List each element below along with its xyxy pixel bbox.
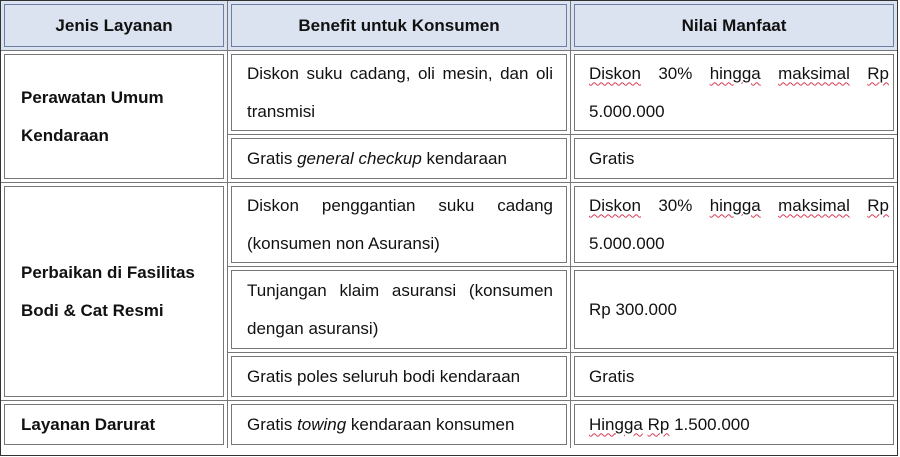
- value-text: [589, 187, 889, 263]
- header-benefit: [228, 1, 571, 51]
- value-word: 30%: [658, 63, 693, 83]
- benefit-text-part: Gratis: [247, 148, 298, 168]
- value-word: 5.000.000: [589, 101, 665, 121]
- value-text: [589, 406, 750, 444]
- benefit-text-part: kendaraan konsumen: [346, 414, 515, 434]
- value-cell: [571, 183, 897, 267]
- value-word: maksimal: [778, 195, 850, 215]
- value-cell: [571, 353, 897, 401]
- value-text: [589, 55, 889, 131]
- header-service-label: Jenis Layanan: [55, 15, 173, 35]
- header-value: [571, 1, 897, 51]
- benefit-text-part: Gratis: [247, 414, 298, 434]
- benefit-cell: [228, 135, 571, 183]
- value-word: Rp: [867, 63, 889, 83]
- header-value-label: Nilai Manfaat: [681, 15, 787, 35]
- benefit-text: Tunjangan klaim asuransi (konsumen dengan asuransi): [247, 280, 553, 338]
- value-text: Gratis: [589, 148, 635, 168]
- value-word: Diskon: [589, 195, 641, 215]
- value-cell: [571, 401, 897, 448]
- benefit-text: Gratis poles seluruh bodi kendaraan: [247, 366, 521, 386]
- value-word: 5.000.000: [589, 233, 665, 253]
- service-label: Perawatan Umum Kendaraan: [21, 87, 164, 145]
- service-body-paint: [1, 183, 228, 401]
- value-word: Rp: [647, 414, 670, 434]
- benefit-cell: [228, 183, 571, 267]
- value-word: Hingga: [589, 414, 643, 434]
- benefit-cell: [228, 267, 571, 353]
- value-word: Rp: [867, 195, 889, 215]
- header-service: [1, 1, 228, 51]
- service-emergency: [1, 401, 228, 448]
- benefit-text-italic: general checkup: [297, 148, 422, 168]
- benefit-text-part: kendaraan: [421, 148, 507, 168]
- value-word: Diskon: [589, 63, 641, 83]
- value-word: hingga: [709, 63, 761, 83]
- benefit-cell: [228, 353, 571, 401]
- benefit-cell: [228, 401, 571, 448]
- value-text: Gratis: [589, 366, 635, 386]
- value-word: 30%: [658, 195, 693, 215]
- value-cell: [571, 51, 897, 135]
- service-label: Layanan Darurat: [21, 414, 156, 434]
- value-cell: [571, 267, 897, 353]
- service-general-maintenance: [1, 51, 228, 183]
- benefit-text-italic: towing: [297, 414, 347, 434]
- benefit-text: [247, 140, 507, 178]
- benefit-cell: [228, 51, 571, 135]
- value-cell: [571, 135, 897, 183]
- value-word: 1.500.000: [674, 414, 750, 434]
- header-benefit-label: Benefit untuk Konsumen: [298, 15, 500, 35]
- benefit-text: [247, 406, 514, 444]
- value-word: hingga: [709, 195, 761, 215]
- value-word: maksimal: [778, 63, 850, 83]
- benefit-text: Diskon suku cadang, oli mesin, dan oli transmisi: [247, 63, 553, 121]
- value-text: Rp 300.000: [589, 299, 677, 319]
- service-label: Perbaikan di Fasilitas Bodi & Cat Resmi: [21, 262, 195, 320]
- benefit-text: Diskon penggantian suku cadang (konsumen non Asuransi): [247, 195, 553, 253]
